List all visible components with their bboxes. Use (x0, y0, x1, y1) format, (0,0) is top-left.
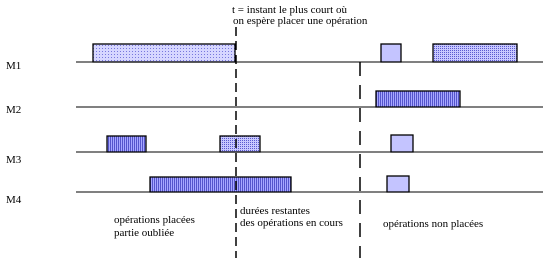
machine-label-m2: M2 (6, 104, 22, 116)
machine-label-m1: M1 (6, 60, 22, 72)
unplaced-operations-label: opérations non placées (383, 218, 484, 230)
operation-m3-unplaced (391, 135, 413, 152)
t-definition-line2: on espère placer une opération (233, 15, 368, 27)
t-definition-line1: t = instant le plus court où (232, 4, 347, 16)
operation-m1-unplaced-a (381, 44, 401, 62)
placed-operations-label-line2: partie oubliée (114, 227, 175, 239)
machine-label-m4: M4 (6, 194, 22, 206)
operation-m1-placed (93, 44, 235, 62)
operation-m4-in-progress (150, 177, 291, 192)
operation-m3-placed (107, 136, 146, 152)
remaining-durations-label-line1: durées restantes (240, 205, 310, 217)
operation-m3-in-progress (220, 136, 260, 152)
remaining-durations-label-line2: des opérations en cours (240, 217, 343, 229)
operation-m1-unplaced-b (433, 44, 517, 62)
operation-m2-unplaced (376, 91, 460, 107)
machine-label-m3: M3 (6, 154, 22, 166)
operation-m4-unplaced (387, 176, 409, 192)
placed-operations-label-line1: opérations placées (114, 214, 195, 226)
